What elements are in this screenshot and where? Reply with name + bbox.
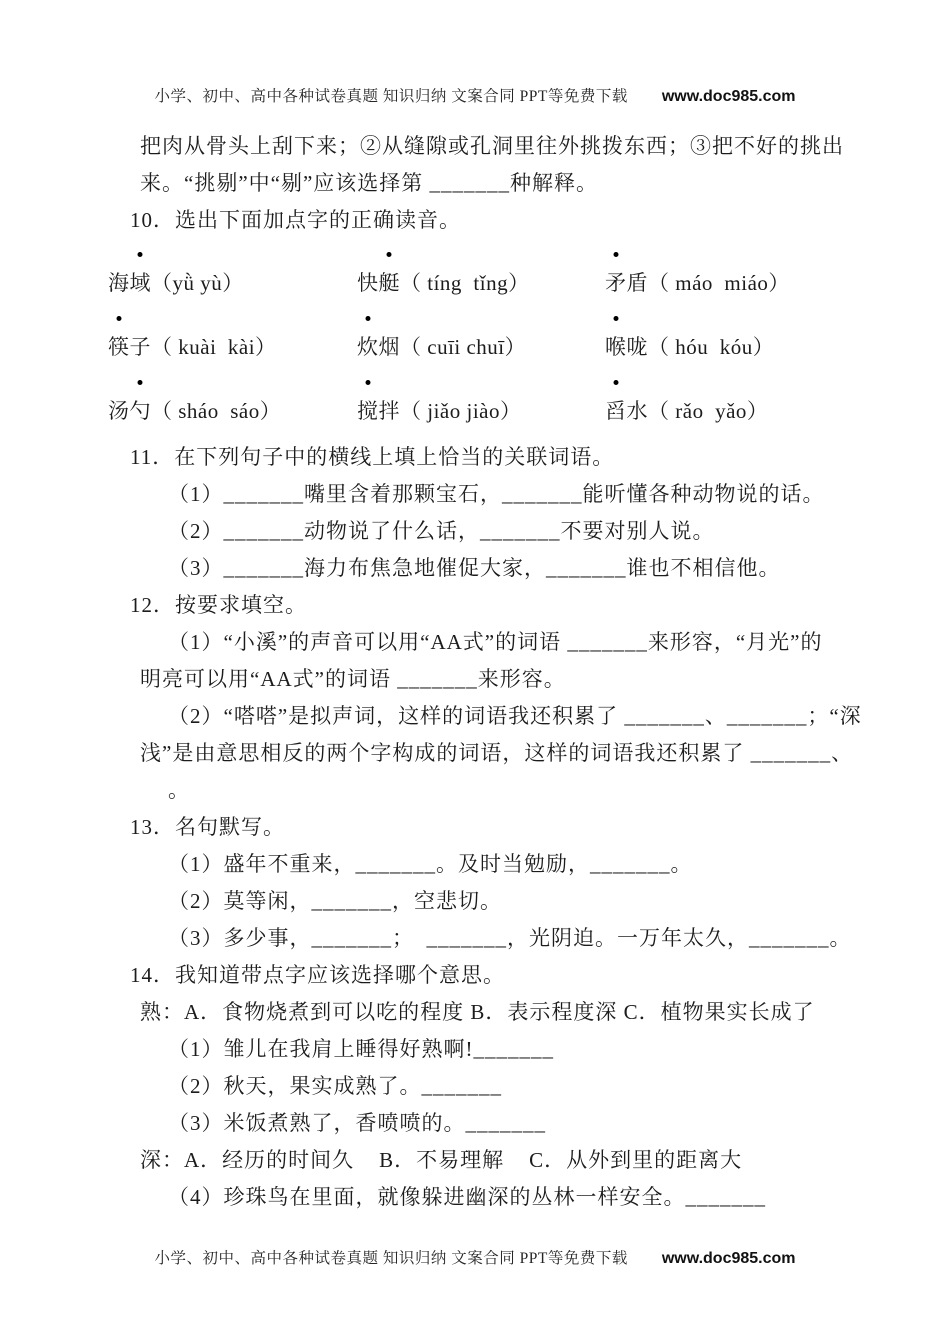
q9-continuation-line-1: 把肉从骨头上刮下来；②从缝隙或孔洞里往外挑拨东西；③把不好的挑出 xyxy=(140,134,844,158)
footer-promo-text: 小学、初中、高中各种试卷真题 知识归纳 文案合同 PPT等免费下载 xyxy=(154,1250,628,1267)
q14-definition-shu: 熟：A．食物烧煮到可以吃的程度 B．表示程度深 C．植物果实长成了 xyxy=(140,1000,815,1024)
q11-item-1: （1）_______嘴里含着那颗宝石，_______能听懂各种动物说的话。 xyxy=(168,482,825,506)
header-promo-text: 小学、初中、高中各种试卷真题 知识归纳 文案合同 PPT等免费下载 xyxy=(154,88,628,105)
dotted-char: 矛 xyxy=(605,267,627,297)
q12-title: 12．按要求填空。 xyxy=(130,593,307,617)
q14-item-4: （4）珍珠鸟在里面，就像躲进幽深的丛林一样安全。_______ xyxy=(168,1185,766,1209)
q13-item-1: （1）盛年不重来，_______。及时当勉励，_______。 xyxy=(168,852,693,876)
q12-item-2-line-3: 。 xyxy=(168,778,190,802)
pinyin-item-tangshao: 汤勺（ sháo sáo） xyxy=(108,395,357,439)
pinyin-options: （ máo miáo） xyxy=(648,271,790,295)
pinyin-item-kuaiting: 快艇（ tíng tǐng） xyxy=(357,267,605,311)
q14-item-3: （3）米饭煮熟了，香喷喷的。_______ xyxy=(168,1111,546,1135)
q13-title: 13．名句默写。 xyxy=(130,815,285,839)
q10-pinyin-table xyxy=(108,247,950,439)
pinyin-item-maodun: 矛盾（ máo miáo） xyxy=(605,267,950,311)
dotted-char: 勺 xyxy=(130,395,152,425)
q10-title: 10．选出下面加点字的正确读音。 xyxy=(130,208,461,232)
dotted-char: 舀 xyxy=(605,395,627,425)
q9-continuation-line-2: 来。“挑剔”中“剔”应该选择第 _______种解释。 xyxy=(140,171,599,195)
pinyin-row-2 xyxy=(108,311,950,375)
pinyin-row-1 xyxy=(108,247,950,311)
q11-item-3: （3）_______海力布焦急地催促大家，_______谁也不相信他。 xyxy=(168,556,781,580)
dotted-char: 搅 xyxy=(357,395,379,425)
pinyin-options: （ hóu kóu） xyxy=(648,335,775,359)
pinyin-options: （ kuài kài） xyxy=(151,335,277,359)
pinyin-item-houlong: 喉咙（ hóu kóu） xyxy=(605,331,950,375)
q12-item-1-line-1: （1）“小溪”的声音可以用“AA式”的词语 _______来形容，“月光”的 xyxy=(168,630,823,654)
q14-definition-shen: 深：A．经历的时间久 B．不易理解 C．从外到里的距离大 xyxy=(140,1148,743,1172)
pinyin-item-yaoshui: 舀水（ rǎo yǎo） xyxy=(605,395,950,439)
exam-content xyxy=(0,128,950,1216)
q13-item-2: （2）莫等闲，_______，空悲切。 xyxy=(168,889,502,913)
dotted-char: 筷 xyxy=(108,331,130,361)
pinyin-options: （ sháo sáo） xyxy=(151,399,282,423)
pinyin-item-chuiyan: 炊烟（ cuīi chuī） xyxy=(357,331,605,375)
dotted-char: 喉 xyxy=(605,331,627,361)
q12-item-1-line-2: 明亮可以用“AA式”的词语 _______来形容。 xyxy=(140,667,566,691)
pinyin-options: （ cuīi chuī） xyxy=(400,335,527,359)
pinyin-item-kuaizi: 筷子（ kuài kài） xyxy=(108,331,357,375)
pinyin-options: （ tíng tǐng） xyxy=(400,271,530,295)
pinyin-item-haiyu: 海域（yǜ yù） xyxy=(108,267,357,311)
q14-item-1: （1）雏儿在我肩上睡得好熟啊!_______ xyxy=(168,1037,554,1061)
header-site-url: www.doc985.com xyxy=(661,88,796,105)
q11-title: 11．在下列句子中的横线上填上恰当的关联词语。 xyxy=(130,445,615,469)
q11-item-2: （2）_______动物说了什么话，_______不要对别人说。 xyxy=(168,519,715,543)
q14-title: 14．我知道带点字应该选择哪个意思。 xyxy=(130,963,505,987)
page-footer xyxy=(0,1246,950,1268)
dotted-char: 域 xyxy=(130,267,152,297)
q13-item-3: （3）多少事，_______； _______，光阴迫。一万年太久，_______。 xyxy=(168,926,852,950)
pinyin-row-3 xyxy=(108,375,950,439)
pinyin-options: （ rǎo yǎo） xyxy=(648,399,769,423)
q14-item-2: （2）秋天，果实成熟了。_______ xyxy=(168,1074,502,1098)
pinyin-item-jiaoban: 搅拌（ jiǎo jiào） xyxy=(357,395,605,439)
q12-item-2-line-2: 浅”是由意思相反的两个字构成的词语，这样的词语我还积累了 _______、 xyxy=(140,741,854,765)
pinyin-options: （yǜ yù） xyxy=(151,271,244,295)
page-header xyxy=(0,84,950,106)
dotted-char: 炊 xyxy=(357,331,379,361)
footer-site-url: www.doc985.com xyxy=(661,1250,796,1267)
dotted-char: 艇 xyxy=(379,267,401,297)
pinyin-options: （ jiǎo jiào） xyxy=(400,399,522,423)
q12-item-2-line-1: （2）“嗒嗒”是拟声词，这样的词语我还积累了 _______、_______；“深 xyxy=(168,704,862,728)
